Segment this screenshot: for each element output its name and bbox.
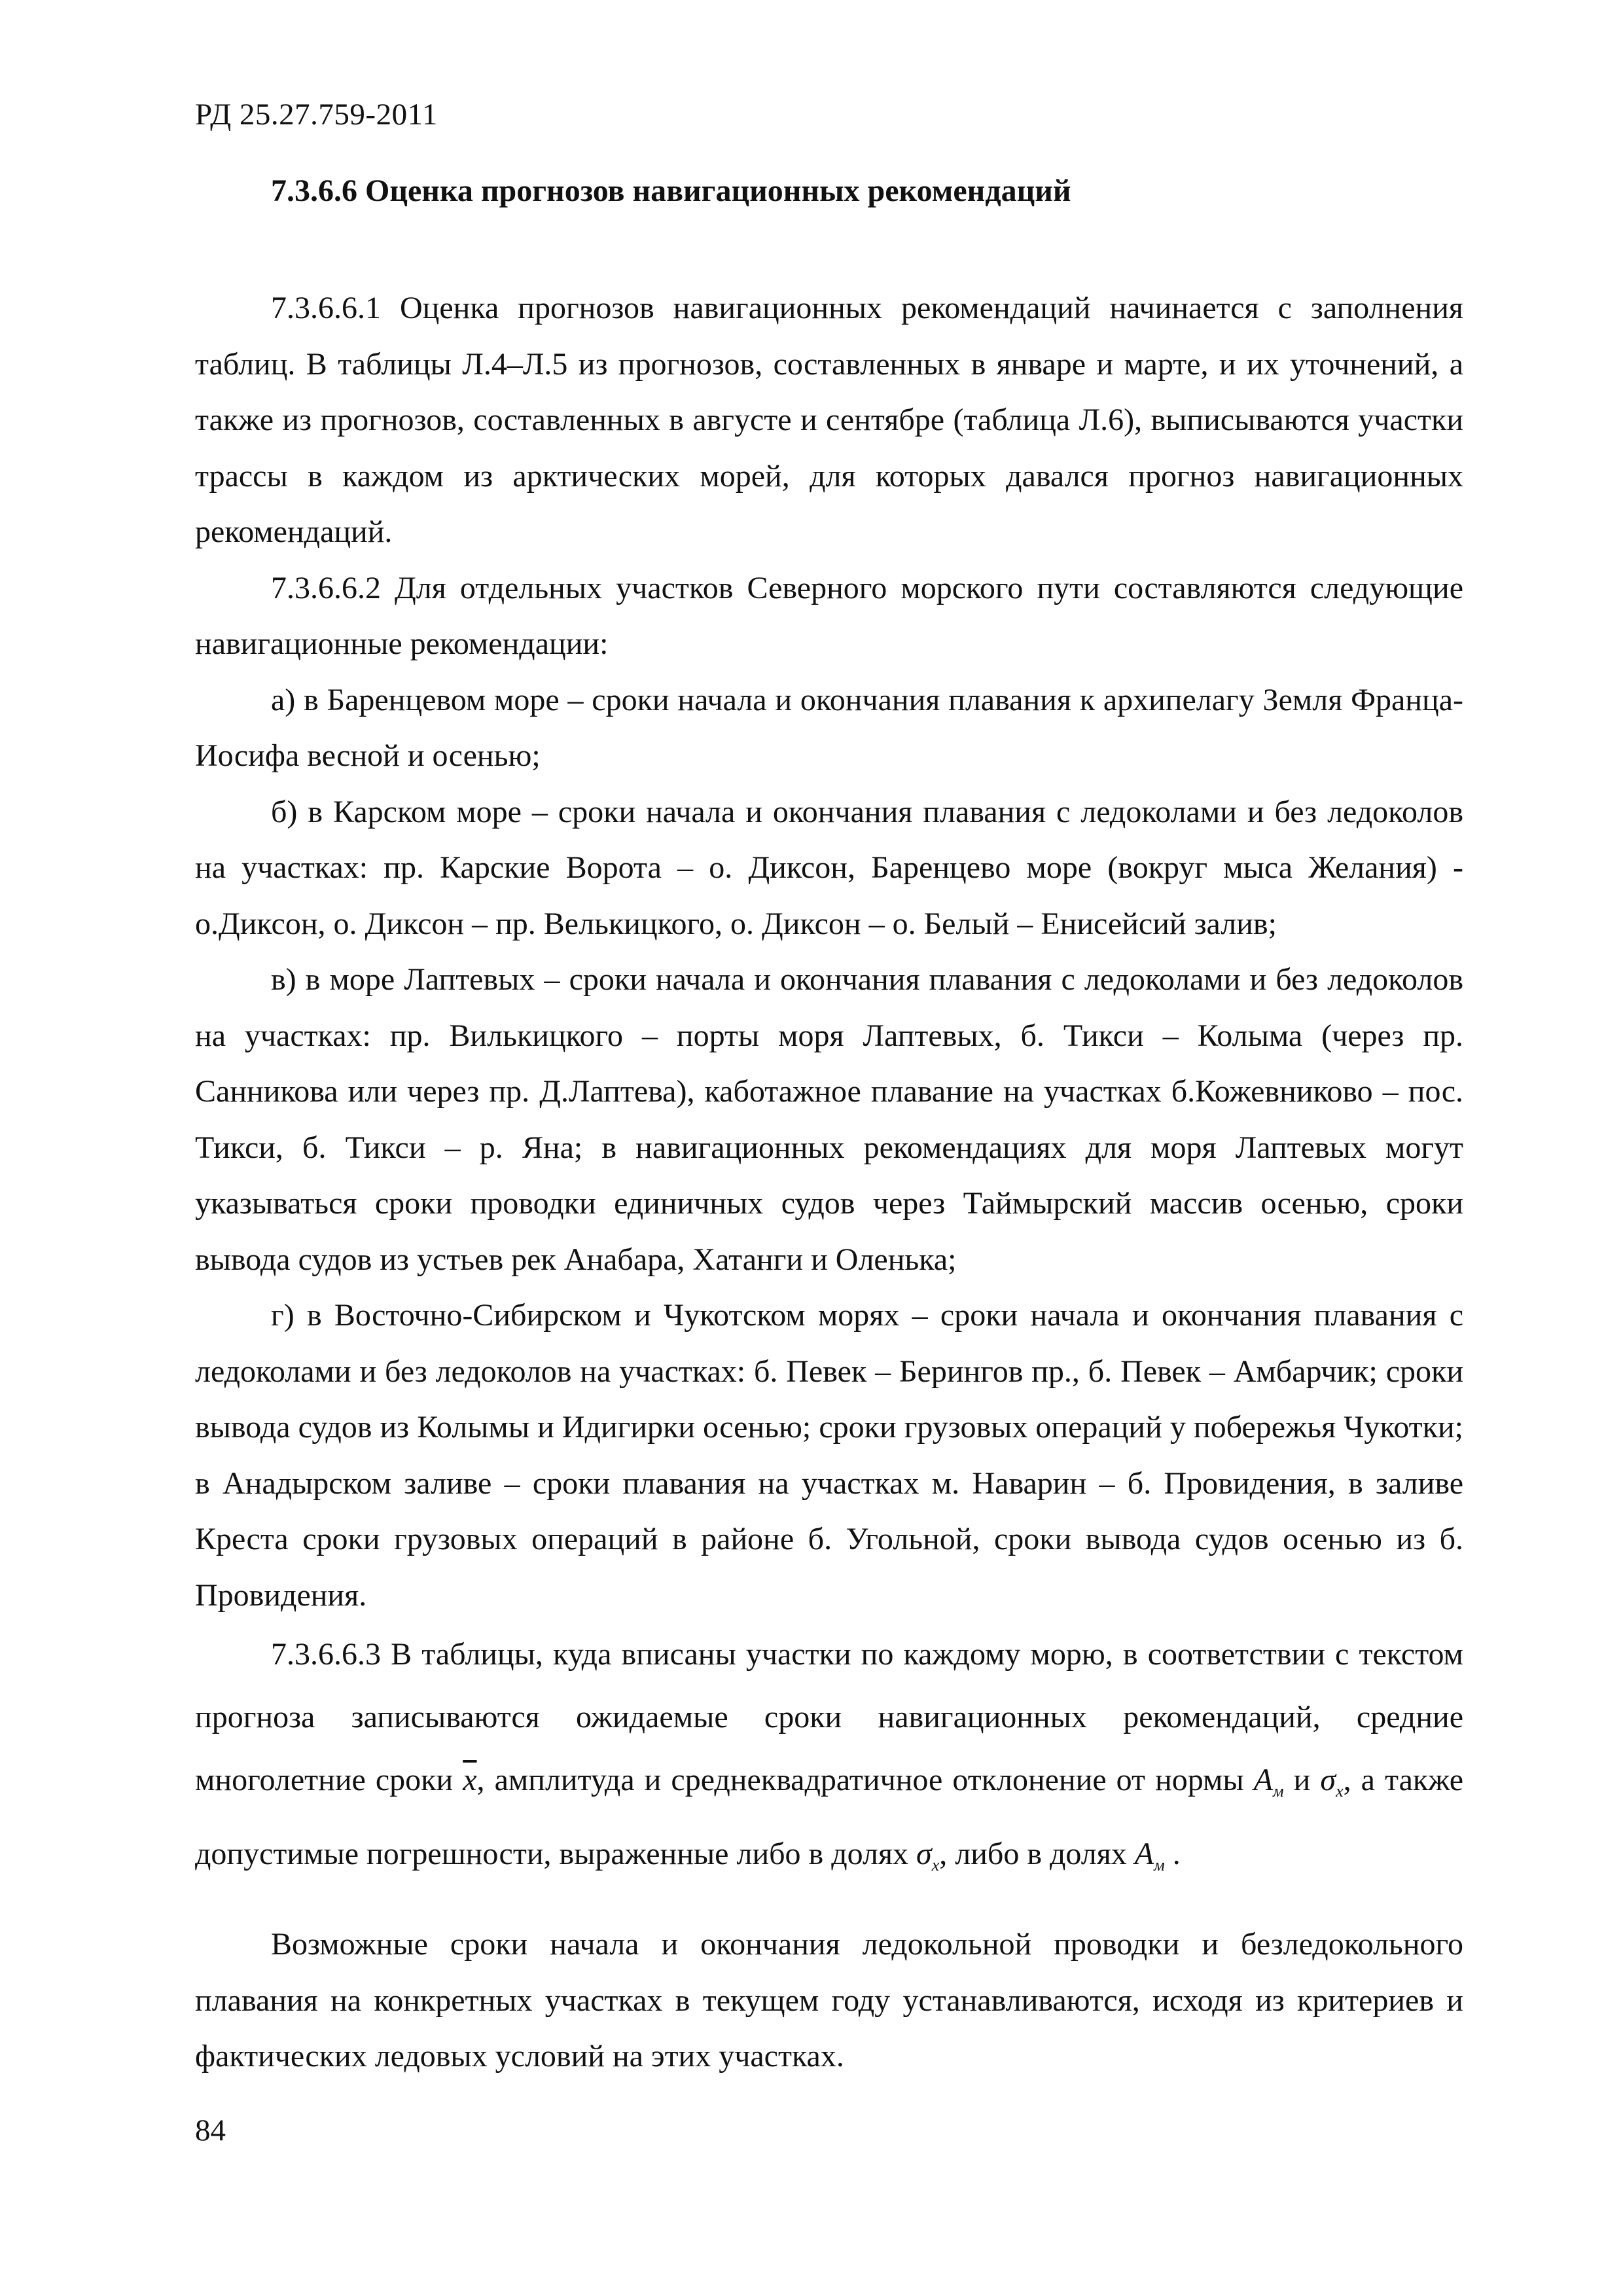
- sigma-formula-2: [916, 1837, 940, 1874]
- document-code-header: РД 25.27.759-2011: [195, 98, 438, 132]
- list-item-v: в) в море Лаптевых – сроки начала и окончания плавания с ледоколами и без ледоколов на участках: пр. Вилькицкого – порты моря Лаптевых, б. Тикси – Колыма (через пр. Санникова или через пр. Д.Лаптева), каботажное плавание на участках б.Кожевниково – пос. Тикси, б. Тикси – р. Яна; в навигационных рекомендациях для моря Лаптевых могут указываться сроки проводки единичных судов через Таймырский массив осенью, сроки вывода судов из устьев рек Анабара, Хатанги и Оленька;: [195, 962, 1463, 1277]
- mean-x-formula: $\overline{x}$: [463, 1763, 477, 1797]
- paragraph-7-3-6-6-3-part-b: , амплитуда и среднеквадратичное отклонение от нормы: [476, 1763, 1244, 1797]
- sigma-symbol: σ: [1320, 1763, 1336, 1797]
- list-item-a: а) в Баренцевом море – сроки начала и окончания плавания к архипелагу Земля Франца-Иосифа весной и осенью;: [195, 682, 1463, 773]
- paragraph-7-3-6-6-3-end: .: [1172, 1837, 1181, 1871]
- paragraph-7-3-6-6-3: [195, 1623, 1463, 1897]
- amplitude-formula-2: [1134, 1837, 1165, 1874]
- amplitude-subscript-2: м: [1154, 1856, 1165, 1874]
- conjunction-and: и: [1293, 1763, 1311, 1797]
- amplitude-formula: [1253, 1763, 1284, 1801]
- sigma-subscript: x: [1336, 1782, 1344, 1801]
- page-number: 84: [195, 2113, 226, 2147]
- paragraph-7-3-6-6-1: 7.3.6.6.1 Оценка прогнозов навигационных рекомендаций начинается с заполнения таблиц. В таблицы Л.4–Л.5 из прогнозов, составленных в январе и марте, и их уточнений, а также из прогнозов, составленных в августе и сентябре (таблица Л.6), выписываются участки трассы в каждом из арктических морей, для которых давался прогноз навигационных рекомендаций.: [195, 291, 1463, 549]
- paragraph-7-3-6-6-3-part-c: , а также допустимые погрешности, выраженные либо в долях: [195, 1763, 1464, 1871]
- sigma-subscript-2: x: [931, 1856, 940, 1874]
- body-text: [195, 280, 1463, 2085]
- paragraph-7-3-6-6-3-part-d: , либо в долях: [939, 1837, 1127, 1871]
- paragraph-7-3-6-6-2: 7.3.6.6.2 Для отдельных участков Северного морского пути составляются следующие навигационные рекомендации:: [195, 570, 1463, 661]
- amplitude-subscript: м: [1273, 1782, 1284, 1801]
- paragraph-7-3-6-6-3-part-a: 7.3.6.6.3 В таблицы, куда вписаны участки по каждому морю, в соответствии с текстом прогноза записываются ожидаемые сроки навигационных рекомендаций, средние многолетние сроки: [195, 1637, 1463, 1797]
- amplitude-symbol: A: [1253, 1763, 1274, 1797]
- list-item-b: б) в Карском море – сроки начала и окончания плавания с ледоколами и без ледоколов на участках: пр. Карские Ворота – о. Диксон, Баренцево море (вокруг мыса Желания) - о.Диксон, о. Диксон – пр. Велькицкого, о. Диксон – о. Белый – Енисейсий залив;: [195, 794, 1463, 941]
- paragraph-possible-dates: Возможные сроки начала и окончания ледокольной проводки и безледокольного плавания на конкретных участках в текущем году устанавливаются, исходя из критериев и фактических ледовых условий на этих участках.: [195, 1927, 1463, 2073]
- section-title: 7.3.6.6 Оценка прогнозов навигационных рекомендаций: [271, 173, 1071, 208]
- sigma-formula: [1320, 1763, 1344, 1801]
- sigma-symbol-2: σ: [916, 1837, 932, 1871]
- amplitude-symbol-2: A: [1134, 1837, 1154, 1871]
- list-item-g: г) в Восточно-Сибирском и Чукотском морях – сроки начала и окончания плавания с ледоколами и без ледоколов на участках: б. Певек – Берингов пр., б. Певек – Амбарчик; сроки вывода судов из Колымы и Идигирки осенью; сроки грузовых операций у побережья Чукотки; в Анадырском заливе – сроки плавания на участках м. Наварин – б. Провидения, в заливе Креста сроки грузовых операций в районе б. Угольной, сроки вывода судов осенью из б. Провидения.: [195, 1298, 1463, 1613]
